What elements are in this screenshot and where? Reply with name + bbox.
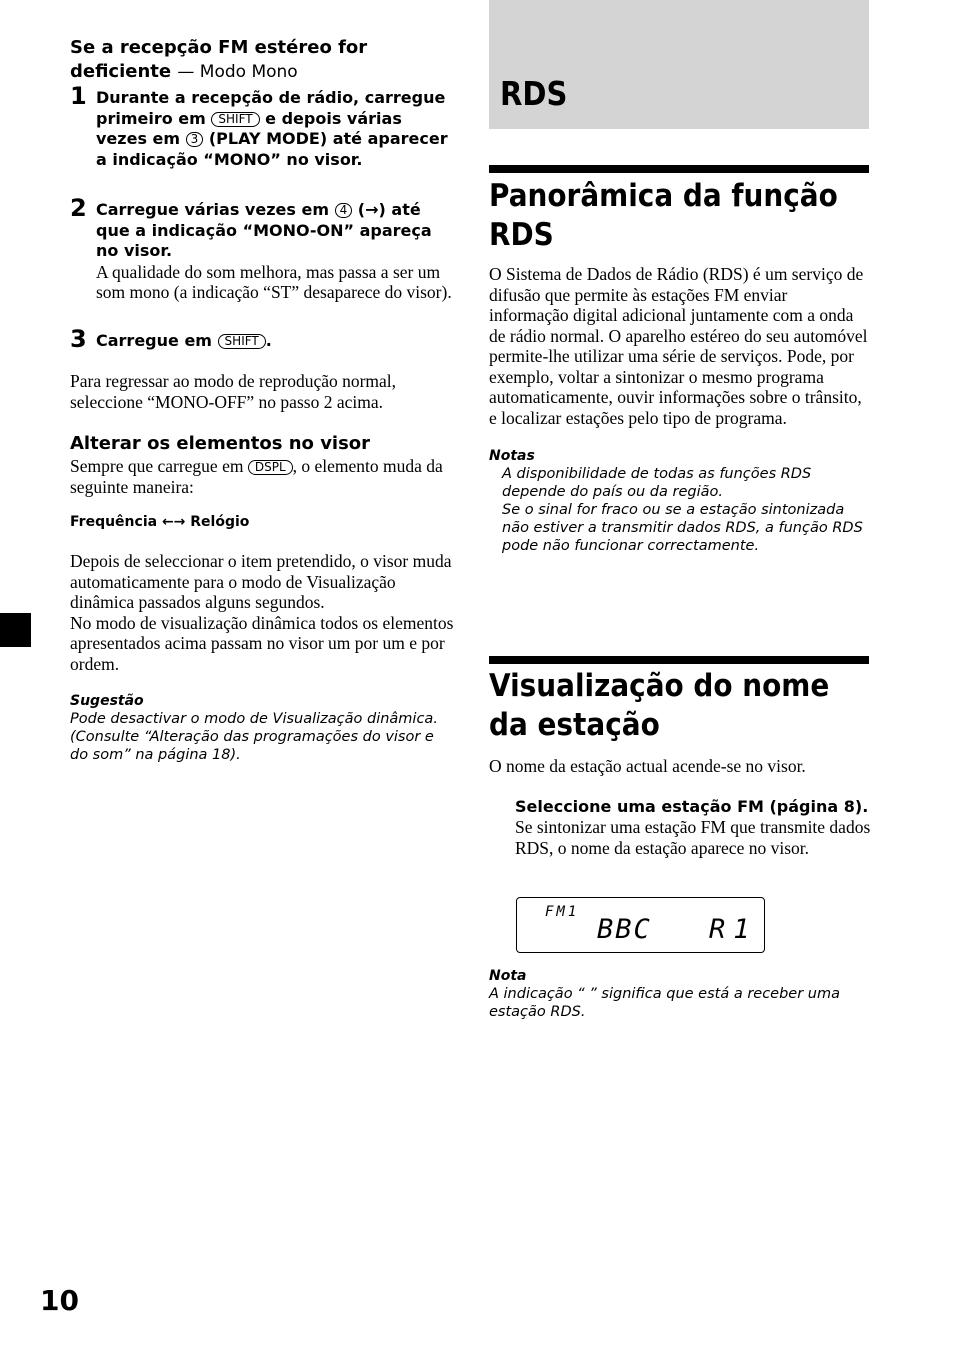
overview-title-text: Panorâmica da função RDS bbox=[489, 178, 838, 253]
cycle-clock: Relógio bbox=[190, 514, 250, 530]
select-step bbox=[489, 797, 871, 859]
preset-4-key-icon: 4 bbox=[335, 203, 353, 218]
lcd-station: BBC bbox=[597, 914, 652, 945]
shift-key-icon: SHIFT bbox=[211, 112, 259, 127]
section-rule bbox=[489, 165, 869, 173]
step-2-instruction bbox=[96, 200, 455, 262]
tip-text: Pode desactivar o modo de Visualização dinâmica. (Consulte “Alteração das programações do visor e do som” na página 18). bbox=[70, 711, 438, 763]
rds-section-title: RDS bbox=[500, 74, 568, 113]
station-note bbox=[489, 967, 871, 1021]
note-1: A disponibilidade de todas as funções RDS depende do país ou da região. bbox=[502, 466, 812, 500]
display-text bbox=[70, 456, 455, 497]
return-normal-text: Para regressar ao modo de reprodução normal, seleccione “MONO-OFF” no passo 2 acima. bbox=[70, 371, 397, 412]
step-text: e depois várias vezes em bbox=[96, 108, 402, 148]
note-title: Nota bbox=[489, 968, 527, 984]
step-text: Carregue em bbox=[96, 330, 212, 350]
step-number: 3 bbox=[70, 324, 87, 353]
step-2 bbox=[70, 194, 455, 303]
display-cycle bbox=[70, 513, 455, 531]
mono-heading-text: Se a recepção FM estéreo for deficiente bbox=[70, 37, 368, 82]
station-title-text: Visualização do nome da estação bbox=[489, 668, 830, 743]
preset-3-key-icon: 3 bbox=[186, 132, 204, 147]
select-body: Se sintonizar uma estação FM que transmite dados RDS, o nome da estação aparece no visor. bbox=[515, 817, 871, 858]
shift-key-icon: SHIFT bbox=[218, 334, 266, 349]
select-instruction: Seleccione uma estação FM (página 8). bbox=[515, 796, 869, 816]
page-number: 10 bbox=[40, 1284, 79, 1317]
lcd-display bbox=[516, 897, 765, 953]
lcd-display-graphic bbox=[517, 898, 764, 952]
lcd-preset: R1 bbox=[709, 914, 758, 945]
step-text: (PLAY MODE) até aparecer a indicação “MONO” no visor. bbox=[96, 129, 448, 169]
overview-text: O Sistema de Dados de Rádio (RDS) é um serviço de difusão que permite às estações FM enviar informação digital adicional juntamente com a onda de rádio normal. O aparelho estéreo do seu automóvel permite-lhe utilizar uma série de serviços. Pode, por exemplo, voltar a sintonizar o mesmo programa automaticamente, ouvir informações sobre o trânsito, e localizar estações pelo tipo de programa. bbox=[489, 264, 868, 428]
step-1-instruction bbox=[96, 88, 455, 170]
step-number: 2 bbox=[70, 194, 87, 222]
step-3 bbox=[70, 324, 455, 353]
mono-mode-heading bbox=[70, 36, 455, 84]
dynamic-mode-text-2: No modo de visualização dinâmica todos os elementos apresentados acima passam no visor um por um e por ordem. bbox=[70, 612, 454, 674]
display-text-b: , o elemento muda da seguinte maneira: bbox=[70, 456, 443, 497]
notes-title: Notas bbox=[489, 448, 535, 464]
dynamic-mode-text: Depois de seleccionar o item pretendido, o visor muda automaticamente para o modo de Visualização dinâmica passados alguns segundos. bbox=[70, 551, 452, 612]
step-text: Durante a recepção de rádio, carregue primeiro em bbox=[96, 88, 446, 128]
overview-block bbox=[489, 264, 871, 555]
tip-title: Sugestão bbox=[70, 693, 144, 709]
step-3-instruction bbox=[96, 331, 455, 352]
step-1 bbox=[70, 82, 455, 170]
display-text-a: Sempre que carregue em bbox=[70, 456, 244, 476]
station-text: O nome da estação actual acende-se no visor. bbox=[489, 756, 806, 776]
lcd-band: FM1 bbox=[545, 904, 580, 920]
overview-title bbox=[489, 177, 838, 255]
station-title bbox=[489, 667, 831, 745]
cycle-frequency: Frequência bbox=[70, 514, 158, 530]
section-rule bbox=[489, 656, 869, 664]
station-block bbox=[489, 756, 871, 858]
step-text: Carregue várias vezes em bbox=[96, 200, 329, 219]
side-tab-marker bbox=[0, 613, 31, 647]
left-column bbox=[70, 36, 455, 764]
double-arrow-icon: ←→ bbox=[161, 514, 186, 530]
dspl-key-icon: DSPL bbox=[248, 460, 293, 475]
step-text: (→) até que a indicação “MONO-ON” apareça no visor. bbox=[96, 200, 432, 260]
display-heading: Alterar os elementos no visor bbox=[70, 433, 371, 454]
mono-heading-suffix: — Modo Mono bbox=[177, 62, 298, 82]
step-number: 1 bbox=[70, 82, 87, 110]
step-2-body: A qualidade do som melhora, mas passa a ser um som mono (a indicação “ST” desaparece do visor). bbox=[96, 261, 452, 302]
step-text: . bbox=[265, 330, 272, 350]
note-2: Se o sinal for fraco ou se a estação sintonizada não estiver a transmitir dados RDS, a função RDS pode não funcionar correctamente. bbox=[502, 502, 863, 554]
note-text: A indicação “ ” significa que está a receber uma estação RDS. bbox=[489, 986, 841, 1020]
